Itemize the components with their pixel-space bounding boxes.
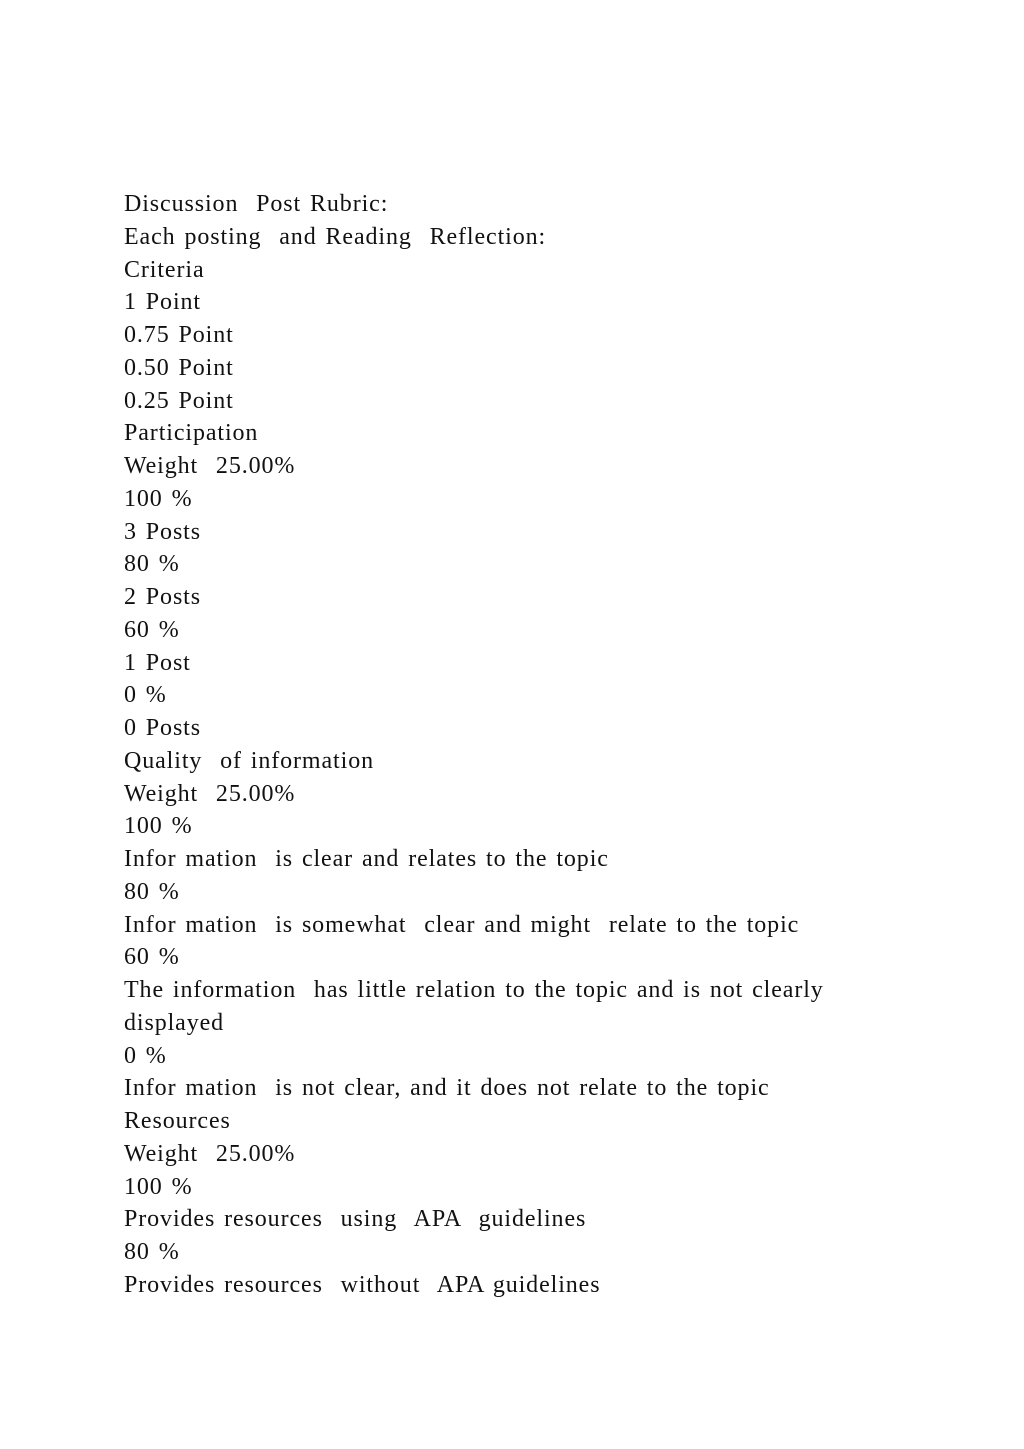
quality-desc-80: Infor mation is somewhat clear and might relate to the topic	[124, 911, 800, 938]
criterion-quality: Quality of information	[124, 747, 374, 774]
criteria-heading: Criteria	[124, 256, 205, 283]
quality-weight: Weight 25.00%	[124, 780, 296, 807]
quality-desc-60-line2: displayed	[124, 1009, 225, 1036]
resources-desc-80: Provides resources without APA guidelines	[124, 1271, 601, 1298]
quality-score-100: 100 %	[124, 813, 193, 840]
quality-score-0: 0 %	[124, 1042, 167, 1069]
point-level-050: 0.50 Point	[124, 354, 234, 381]
document-subtitle: Each posting and Reading Reflection:	[124, 223, 547, 250]
rubric-text-block	[124, 188, 904, 1302]
participation-desc-60: 1 Post	[124, 649, 191, 676]
point-level-1: 1 Point	[124, 289, 201, 316]
participation-desc-0: 0 Posts	[124, 715, 201, 741]
participation-score-60: 60 %	[124, 616, 180, 643]
participation-weight: Weight 25.00%	[124, 453, 296, 479]
resources-weight: Weight 25.00%	[124, 1140, 296, 1167]
resources-score-100: 100 %	[124, 1173, 193, 1200]
criterion-resources: Resources	[124, 1108, 231, 1134]
resources-score-80: 80 %	[124, 1239, 180, 1265]
document-title: Discussion Post Rubric:	[124, 191, 389, 217]
quality-desc-100: Infor mation is clear and relates to the topic	[124, 846, 609, 872]
resources-desc-100: Provides resources using APA guidelines	[124, 1206, 587, 1233]
point-level-025: 0.25 Point	[124, 387, 234, 414]
participation-score-80: 80 %	[124, 551, 180, 578]
participation-score-100: 100 %	[124, 485, 193, 512]
point-level-075: 0.75 Point	[124, 322, 234, 348]
participation-desc-100: 3 Posts	[124, 518, 201, 545]
quality-score-60: 60 %	[124, 944, 180, 971]
quality-score-80: 80 %	[124, 878, 180, 905]
quality-desc-0: Infor mation is not clear, and it does not relate to the topic	[124, 1075, 770, 1102]
participation-desc-80: 2 Posts	[124, 584, 201, 610]
criterion-participation: Participation	[124, 420, 259, 447]
quality-desc-60-line1: The information has little relation to the topic and is not clearly	[124, 977, 824, 1003]
participation-score-0: 0 %	[124, 682, 167, 709]
